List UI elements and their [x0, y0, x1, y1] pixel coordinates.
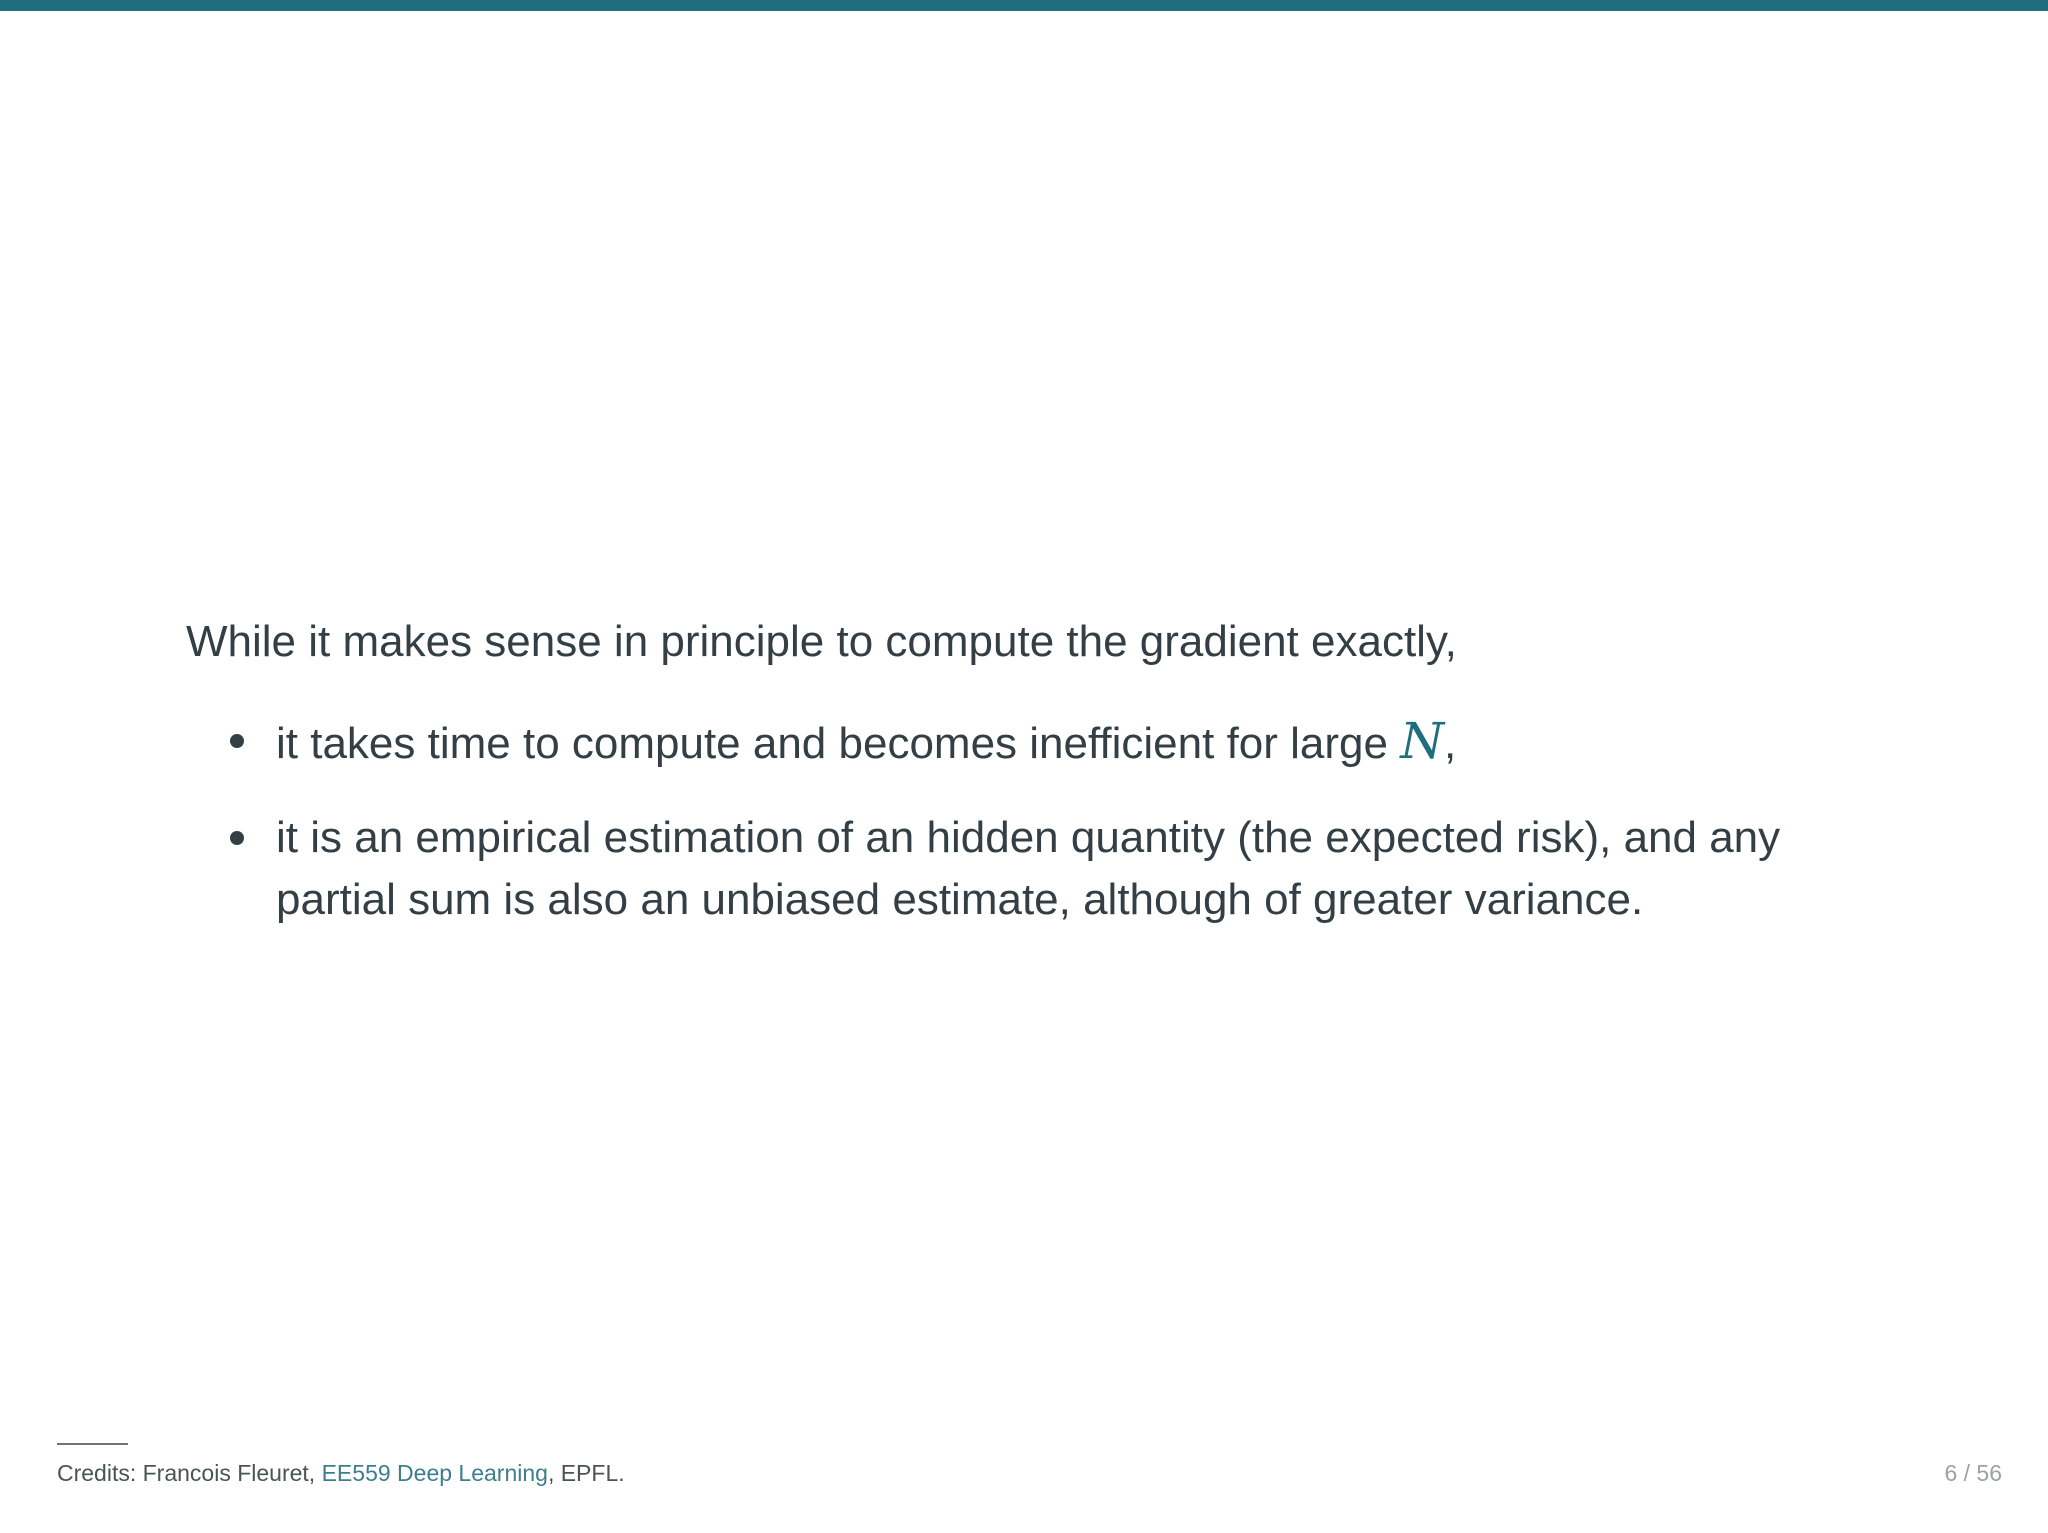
- footnote-rule: [57, 1443, 128, 1445]
- top-accent-bar: [0, 0, 2048, 11]
- credits-suffix: , EPFL.: [547, 1460, 625, 1486]
- slide-content: [186, 612, 1886, 963]
- intro-text: While it makes sense in principle to compute the gradient exactly,: [186, 617, 1457, 666]
- credits-footnote: [57, 1457, 625, 1489]
- page-number: 6 / 56: [1944, 1460, 2002, 1486]
- bullet-item: [186, 807, 1886, 931]
- bullet-dot-icon: [230, 734, 244, 748]
- credits-prefix: Credits: Francois Fleuret,: [57, 1460, 322, 1486]
- bullet-list: [186, 710, 1886, 931]
- bullet-item: [186, 710, 1886, 775]
- math-variable: N: [1400, 712, 1444, 770]
- bullet-text-suffix: ,: [1443, 719, 1457, 768]
- bullet-text: it is an empirical estimation of an hidden quantity (the expected risk), and any partial sum is also an unbiased estimate, although of greater variance.: [276, 813, 1781, 924]
- course-link[interactable]: EE559 Deep Learning: [321, 1460, 548, 1486]
- bullet-text: it takes time to compute and becomes inefficient for large: [276, 719, 1401, 768]
- bullet-dot-icon: [230, 831, 244, 845]
